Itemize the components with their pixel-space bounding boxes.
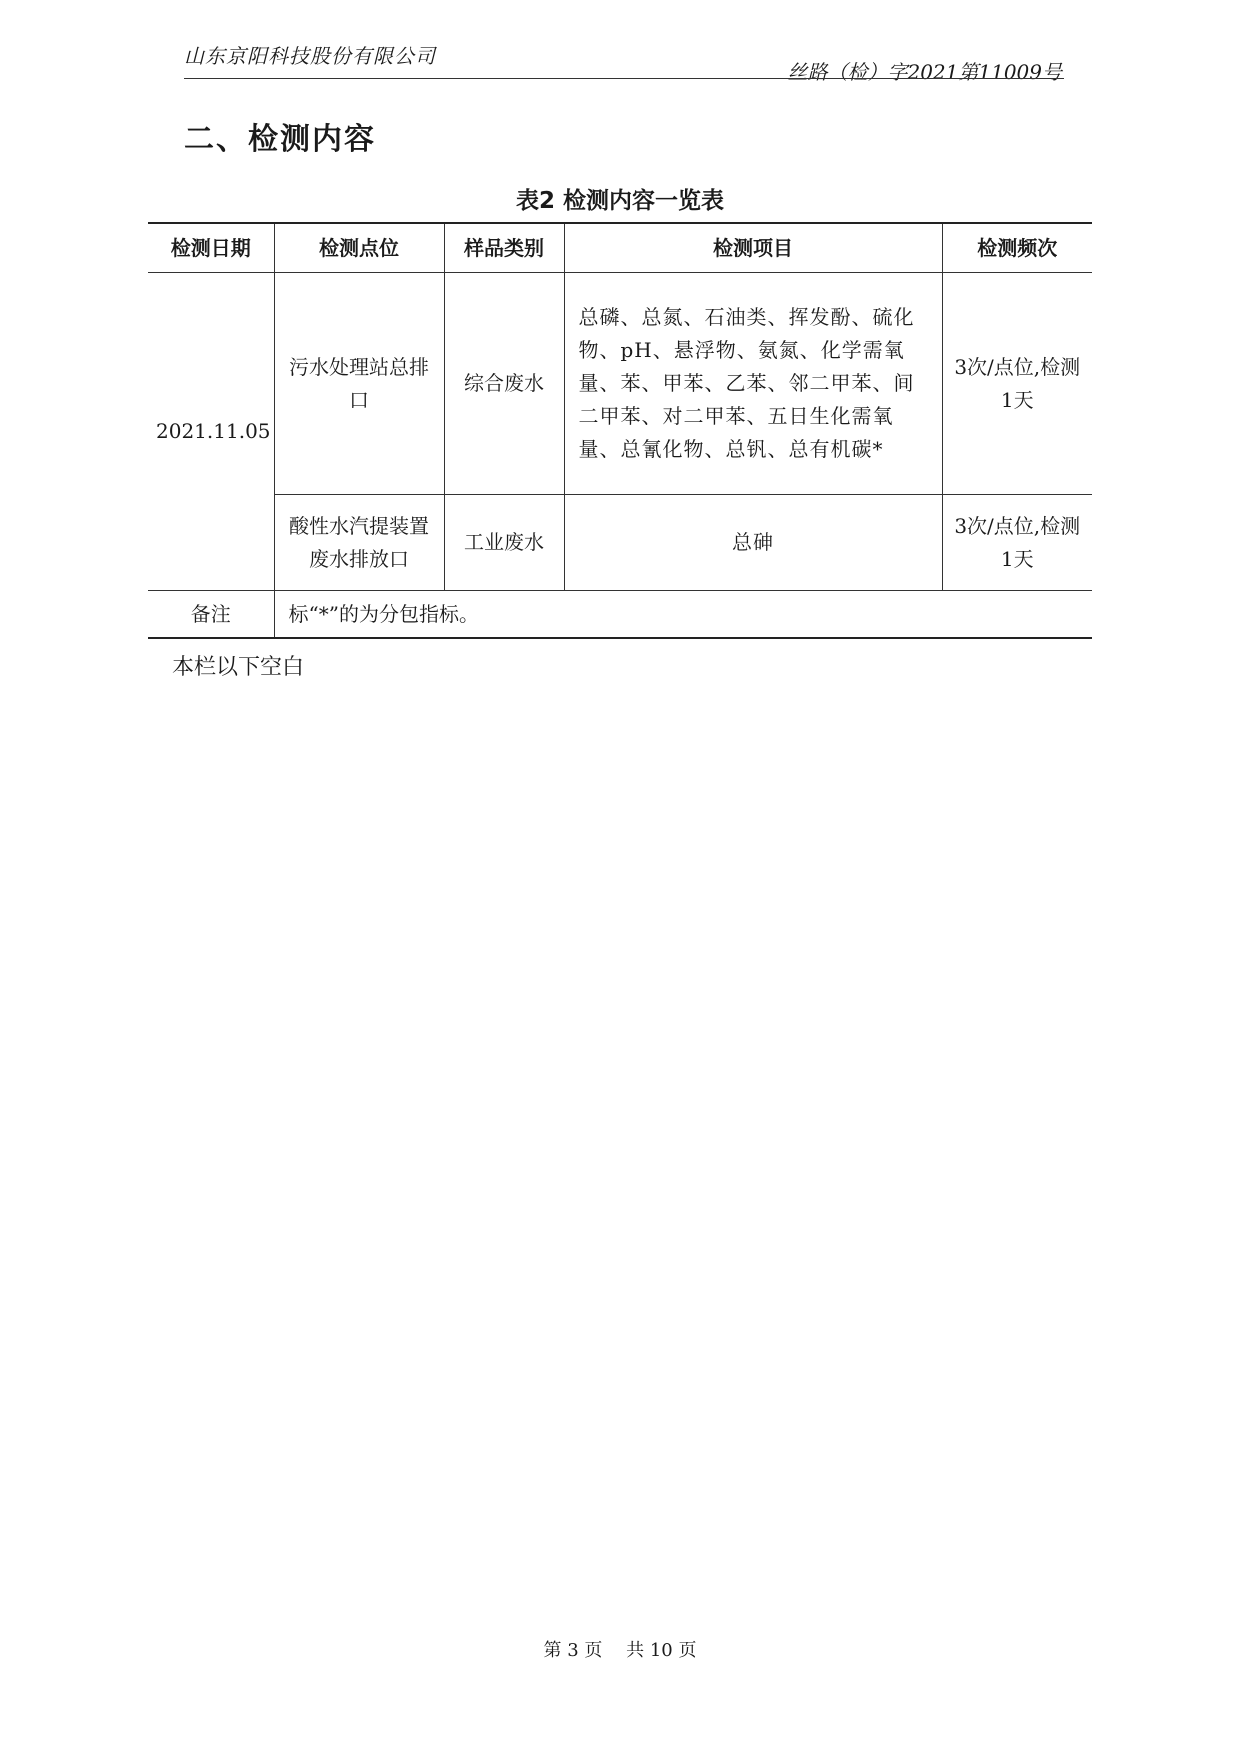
cell-category: 综合废水 bbox=[444, 273, 564, 495]
cell-frequency: 3次/点位,检测1天 bbox=[942, 495, 1092, 591]
remark-label: 备注 bbox=[148, 591, 274, 639]
table-row bbox=[148, 495, 1092, 591]
header-doc-number: 丝路（检）字2021第11009号 bbox=[787, 60, 1062, 84]
header-category: 样品类别 bbox=[444, 223, 564, 273]
header-items: 检测项目 bbox=[564, 223, 942, 273]
cell-items: 总磷、总氮、石油类、挥发酚、硫化物、pH、悬浮物、氨氮、化学需氧量、苯、甲苯、乙苯、邻二甲苯、间二甲苯、对二甲苯、五日生化需氧量、总氰化物、总钒、总有机碳* bbox=[564, 273, 942, 495]
cell-items: 总砷 bbox=[564, 495, 942, 591]
header-frequency: 检测频次 bbox=[942, 223, 1092, 273]
header-divider bbox=[184, 78, 1064, 79]
inspection-content-table bbox=[148, 222, 1092, 639]
table-row bbox=[148, 273, 1092, 495]
cell-frequency: 3次/点位,检测1天 bbox=[942, 273, 1092, 495]
header-point: 检测点位 bbox=[274, 223, 444, 273]
header-date: 检测日期 bbox=[148, 223, 274, 273]
blank-note: 本栏以下空白 bbox=[172, 655, 305, 680]
cell-point: 污水处理站总排口 bbox=[274, 273, 444, 495]
header-company: 山东京阳科技股份有限公司 bbox=[184, 44, 436, 68]
table-caption: 表2 检测内容一览表 bbox=[515, 188, 724, 214]
cell-point: 酸性水汽提装置废水排放口 bbox=[274, 495, 444, 591]
cell-category: 工业废水 bbox=[444, 495, 564, 591]
section-title: 二、检测内容 bbox=[184, 122, 376, 157]
page-footer: 第 3 页 共 10 页 bbox=[543, 1640, 697, 1661]
table-remark-row bbox=[148, 591, 1092, 639]
table-header-row bbox=[148, 223, 1092, 273]
remark-text: 标“*”的为分包指标。 bbox=[274, 591, 1092, 639]
cell-date: 2021.11.05 bbox=[148, 273, 274, 591]
